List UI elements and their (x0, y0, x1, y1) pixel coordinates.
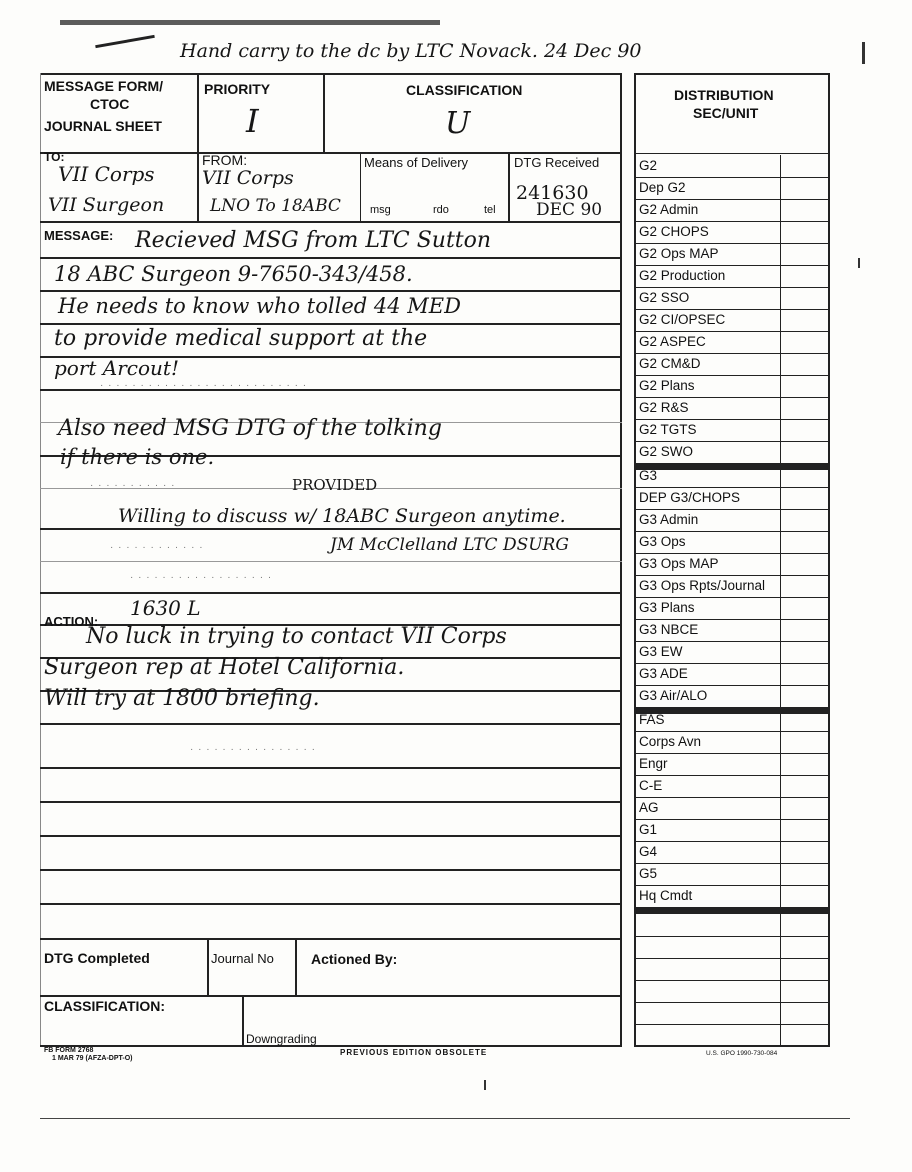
bottom-rule (40, 1118, 850, 1119)
rule-2 (40, 290, 622, 292)
downgrading-label: Downgrading (246, 1032, 317, 1046)
distribution-item: G3 Plans (639, 600, 695, 615)
message-line-8: PROVIDED (292, 476, 378, 494)
dtg-received-line2: DEC 90 (536, 200, 603, 220)
faint-printed-row-2: · · · · · · · · · · · (90, 480, 176, 491)
distribution-item: C-E (639, 778, 663, 793)
distribution-table (634, 73, 830, 1047)
distribution-item: AG (639, 800, 659, 815)
rule-11 (40, 592, 622, 594)
distribution-item: G2 TGTS (639, 422, 697, 437)
rule-1 (40, 257, 622, 259)
distribution-title-line2: SEC/UNIT (693, 105, 759, 121)
routing-div-means-dtg (508, 152, 510, 222)
rule-16 (40, 767, 622, 769)
distribution-item: Dep G2 (639, 180, 686, 195)
bottom-dot (484, 1080, 486, 1090)
rule-17 (40, 801, 622, 803)
priority-label: PRIORITY (204, 81, 271, 97)
previous-edition-note: PREVIOUS EDITION OBSOLETE (340, 1048, 488, 1057)
footer-bottom-line (40, 1045, 622, 1047)
distribution-item: G2 ASPEC (639, 334, 706, 349)
message-line-7: if there is one. (60, 445, 215, 469)
distribution-item: G3 NBCE (639, 622, 699, 637)
dtg-received-line1: 241630 (516, 182, 589, 204)
rule-19 (40, 869, 622, 871)
dtg-completed-label: DTG Completed (44, 950, 150, 966)
form-top-border (40, 73, 622, 75)
distribution-item: G2 Plans (639, 378, 695, 393)
footer-mid-line (40, 995, 622, 997)
message-line-4: to provide medical support at the (54, 326, 428, 351)
distribution-item: G2 SSO (639, 290, 690, 305)
form-title-line3: JOURNAL SHEET (44, 118, 162, 134)
footer-divider-c (242, 995, 244, 1047)
routing-div-from-means (360, 152, 361, 222)
top-scribble (60, 20, 440, 25)
distribution-item: G2 SWO (639, 444, 694, 459)
footer-classification-label: CLASSIFICATION: (44, 998, 166, 1014)
header-divider-2 (323, 73, 325, 153)
routing-div-to-from (197, 152, 199, 222)
distribution-row-line (636, 958, 828, 959)
actioned-by-label: Actioned By: (311, 951, 398, 967)
classification-value: U (445, 106, 471, 141)
action-line-1: No luck in trying to contact VII Corps (86, 624, 507, 649)
distribution-item: G2 (639, 158, 658, 173)
distribution-item: G2 R&S (639, 400, 689, 415)
distribution-item: G2 CI/OPSEC (639, 312, 726, 327)
distribution-item: G2 Admin (639, 202, 699, 217)
faint-printed-row-3: · · · · · · · · · · · · (110, 542, 204, 553)
footer-divider-b (295, 940, 297, 996)
from-line2: LNO To 18ABC (210, 196, 341, 216)
journal-no-label: Journal No (211, 951, 274, 966)
distribution-item: G2 Ops MAP (639, 246, 719, 261)
action-line-3: Will try at 1800 briefing. (44, 686, 320, 711)
routing-top-line (40, 152, 622, 154)
distribution-item: Hq Cmdt (639, 888, 693, 903)
header-divider-1 (197, 73, 199, 153)
distribution-title-line1: DISTRIBUTION (674, 87, 774, 103)
distribution-item: G3 Admin (639, 512, 699, 527)
distribution-item: FAS (639, 712, 665, 727)
form-number-line1: FB FORM 2768 (44, 1047, 94, 1054)
rule-15 (40, 723, 622, 725)
message-line-3: He needs to know who tolled 44 MED (58, 294, 461, 318)
from-line1: VII Corps (202, 167, 294, 189)
action-label: ACTION: (44, 614, 99, 629)
distribution-item: G4 (639, 844, 658, 859)
distribution-item: DEP G3/CHOPS (639, 490, 741, 505)
distribution-group-separator (636, 907, 828, 914)
to-line1: VII Corps (58, 162, 155, 186)
margin-mark-2 (858, 258, 860, 268)
distribution-item: Corps Avn (639, 734, 702, 749)
means-label: Means of Delivery (364, 155, 469, 170)
distribution-row-line (636, 936, 828, 937)
message-line-1: Recieved MSG from LTC Sutton (135, 228, 492, 253)
dtg-received-label: DTG Received (514, 155, 600, 170)
top-pen-stroke (95, 35, 155, 48)
distribution-item: G5 (639, 866, 658, 881)
message-label: MESSAGE: (44, 228, 114, 243)
distribution-item: G3 Air/ALO (639, 688, 708, 703)
form-title-line1: MESSAGE FORM/ (44, 78, 164, 94)
rule-18 (40, 835, 622, 837)
distribution-item: G3 ADE (639, 666, 688, 681)
footer-divider-a (207, 940, 209, 996)
priority-value: I (246, 102, 259, 140)
routing-bottom-line (40, 221, 622, 223)
distribution-row-line (636, 153, 828, 154)
means-rdo: rdo (433, 204, 449, 216)
rule-3 (40, 323, 622, 325)
rule-20 (40, 903, 622, 905)
distribution-item: G1 (639, 822, 658, 837)
action-time: 1630 L (130, 596, 201, 620)
form-number-line2: 1 MAR 79 (AFZA-DPT-O) (52, 1055, 133, 1062)
rule-10 (40, 561, 622, 562)
distribution-item: G2 CM&D (639, 356, 701, 371)
message-line-9: Willing to discuss w/ 18ABC Surgeon anytime. (118, 505, 566, 527)
means-msg: msg (370, 204, 391, 216)
distribution-item: G2 CHOPS (639, 224, 709, 239)
faint-printed-row-5: · · · · · · · · · · · · · · · · (190, 744, 316, 755)
distribution-item: G3 Ops (639, 534, 686, 549)
faint-printed-row-1: · · · · · · · · · · · · · · · · · · · · · · · · · · (100, 380, 308, 391)
distribution-row-line (636, 980, 828, 981)
margin-mark-1 (862, 42, 865, 64)
message-line-2: 18 ABC Surgeon 9-7650-343/458. (54, 262, 413, 286)
classification-label: CLASSIFICATION (406, 82, 523, 98)
distribution-item: G3 (639, 468, 658, 483)
top-note: Hand carry to the dc by LTC Novack. 24 Dec 90 (180, 40, 642, 62)
rule-9 (40, 528, 622, 530)
distribution-item: G2 Production (639, 268, 726, 283)
gpo-note: U.S. GPO 1990-730-084 (706, 1050, 778, 1057)
distribution-item: G3 Ops Rpts/Journal (639, 578, 766, 593)
form-title-line2: CTOC (90, 96, 130, 112)
form-left-border (40, 73, 41, 1047)
distribution-item: G3 EW (639, 644, 683, 659)
distribution-item: Engr (639, 756, 668, 771)
to-line2: VII Surgeon (48, 194, 165, 216)
message-line-6: Also need MSG DTG of the tolking (58, 416, 442, 441)
means-tel: tel (484, 204, 496, 216)
distribution-item: G3 Ops MAP (639, 556, 719, 571)
action-line-2: Surgeon rep at Hotel California. (44, 655, 405, 680)
from-label: FROM: (202, 152, 248, 168)
distribution-row-line (636, 1002, 828, 1003)
message-line-10: JM McClelland LTC DSURG (330, 535, 569, 555)
rule-21 (40, 938, 622, 940)
faint-printed-row-4: · · · · · · · · · · · · · · · · · · (130, 572, 273, 583)
message-line-5: port Arcout! (54, 356, 179, 380)
form-right-border (620, 73, 622, 1047)
distribution-row-line (636, 1024, 828, 1025)
to-label: TO: (44, 150, 65, 164)
